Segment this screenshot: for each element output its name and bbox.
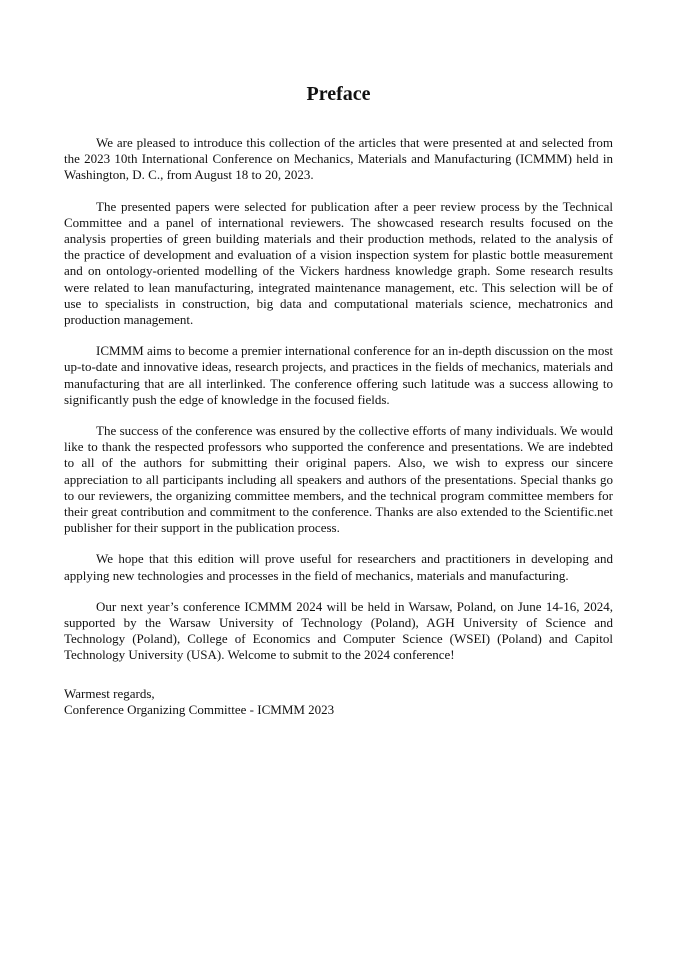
preface-body bbox=[64, 135, 613, 679]
signature: Conference Organizing Committee - ICMMM 2023 bbox=[64, 702, 335, 718]
paragraph-next-conference: Our next year’s conference ICMMM 2024 will be held in Warsaw, Poland, on June 14-16, 2024, supported by the Warsaw University of Technology (Poland), AGH University of Science and Technology (Poland), College of Economics and Computer Science (WSEI) (Poland) and Capitol Technology University (USA). Welcome to submit to the 2024 conference! bbox=[64, 598, 613, 663]
paragraph-selection: The presented papers were selected for publication after a peer review process by the Technical Committee and a panel of international reviewers. The showcased research results focused on the analysis properties of green building materials and their production methods, related to the analysis of the practice of development and evaluation of a vision inspection system for plastic bottle measurement and on ontology-oriented modelling of the Vickers hardness knowledge graph. Some research results were related to lean manufacturing, integrated maintenance management, etc. This selection will be of use to specialists in construction, big data and computational materials science, mechatronics and production management. bbox=[64, 198, 613, 328]
page-title: Preface bbox=[306, 83, 371, 105]
paragraph-acknowledgements: The success of the conference was ensured by the collective efforts of many individuals. We would like to thank the respected professors who supported the conference and presentations. We are indebted to all of the authors for submitting their original papers. Also, we wish to express our sincere appreciation to all participants including all speakers and authors of the presentations. Special thanks go to our reviewers, the organizing committee members, and the technical program committee members for their great contribution and commitment to the conference. Thanks are also extended to the Scientific.net publisher for their support in the publication process. bbox=[64, 423, 613, 536]
salutation: Warmest regards, bbox=[64, 686, 155, 701]
paragraph-intro: We are pleased to introduce this collection of the articles that were presented at and selected from the 2023 10th International Conference on Mechanics, Materials and Manufacturing (ICMMM) held in Washington, D. C., from August 18 to 20, 2023. bbox=[64, 135, 613, 183]
closing-block bbox=[64, 686, 613, 718]
paragraph-aims: ICMMM aims to become a premier international conference for an in-depth discussion on the most up-to-date and innovative ideas, research projects, and practices in the fields of mechanics, materials and manufacturing that are all interlinked. The conference offering such latitude was a success allowing to significantly push the edge of knowledge in the focused fields. bbox=[64, 343, 613, 407]
paragraph-hope: We hope that this edition will prove useful for researchers and practitioners in developing and applying new technologies and processes in the field of mechanics, materials and manufacturing. bbox=[64, 551, 613, 583]
